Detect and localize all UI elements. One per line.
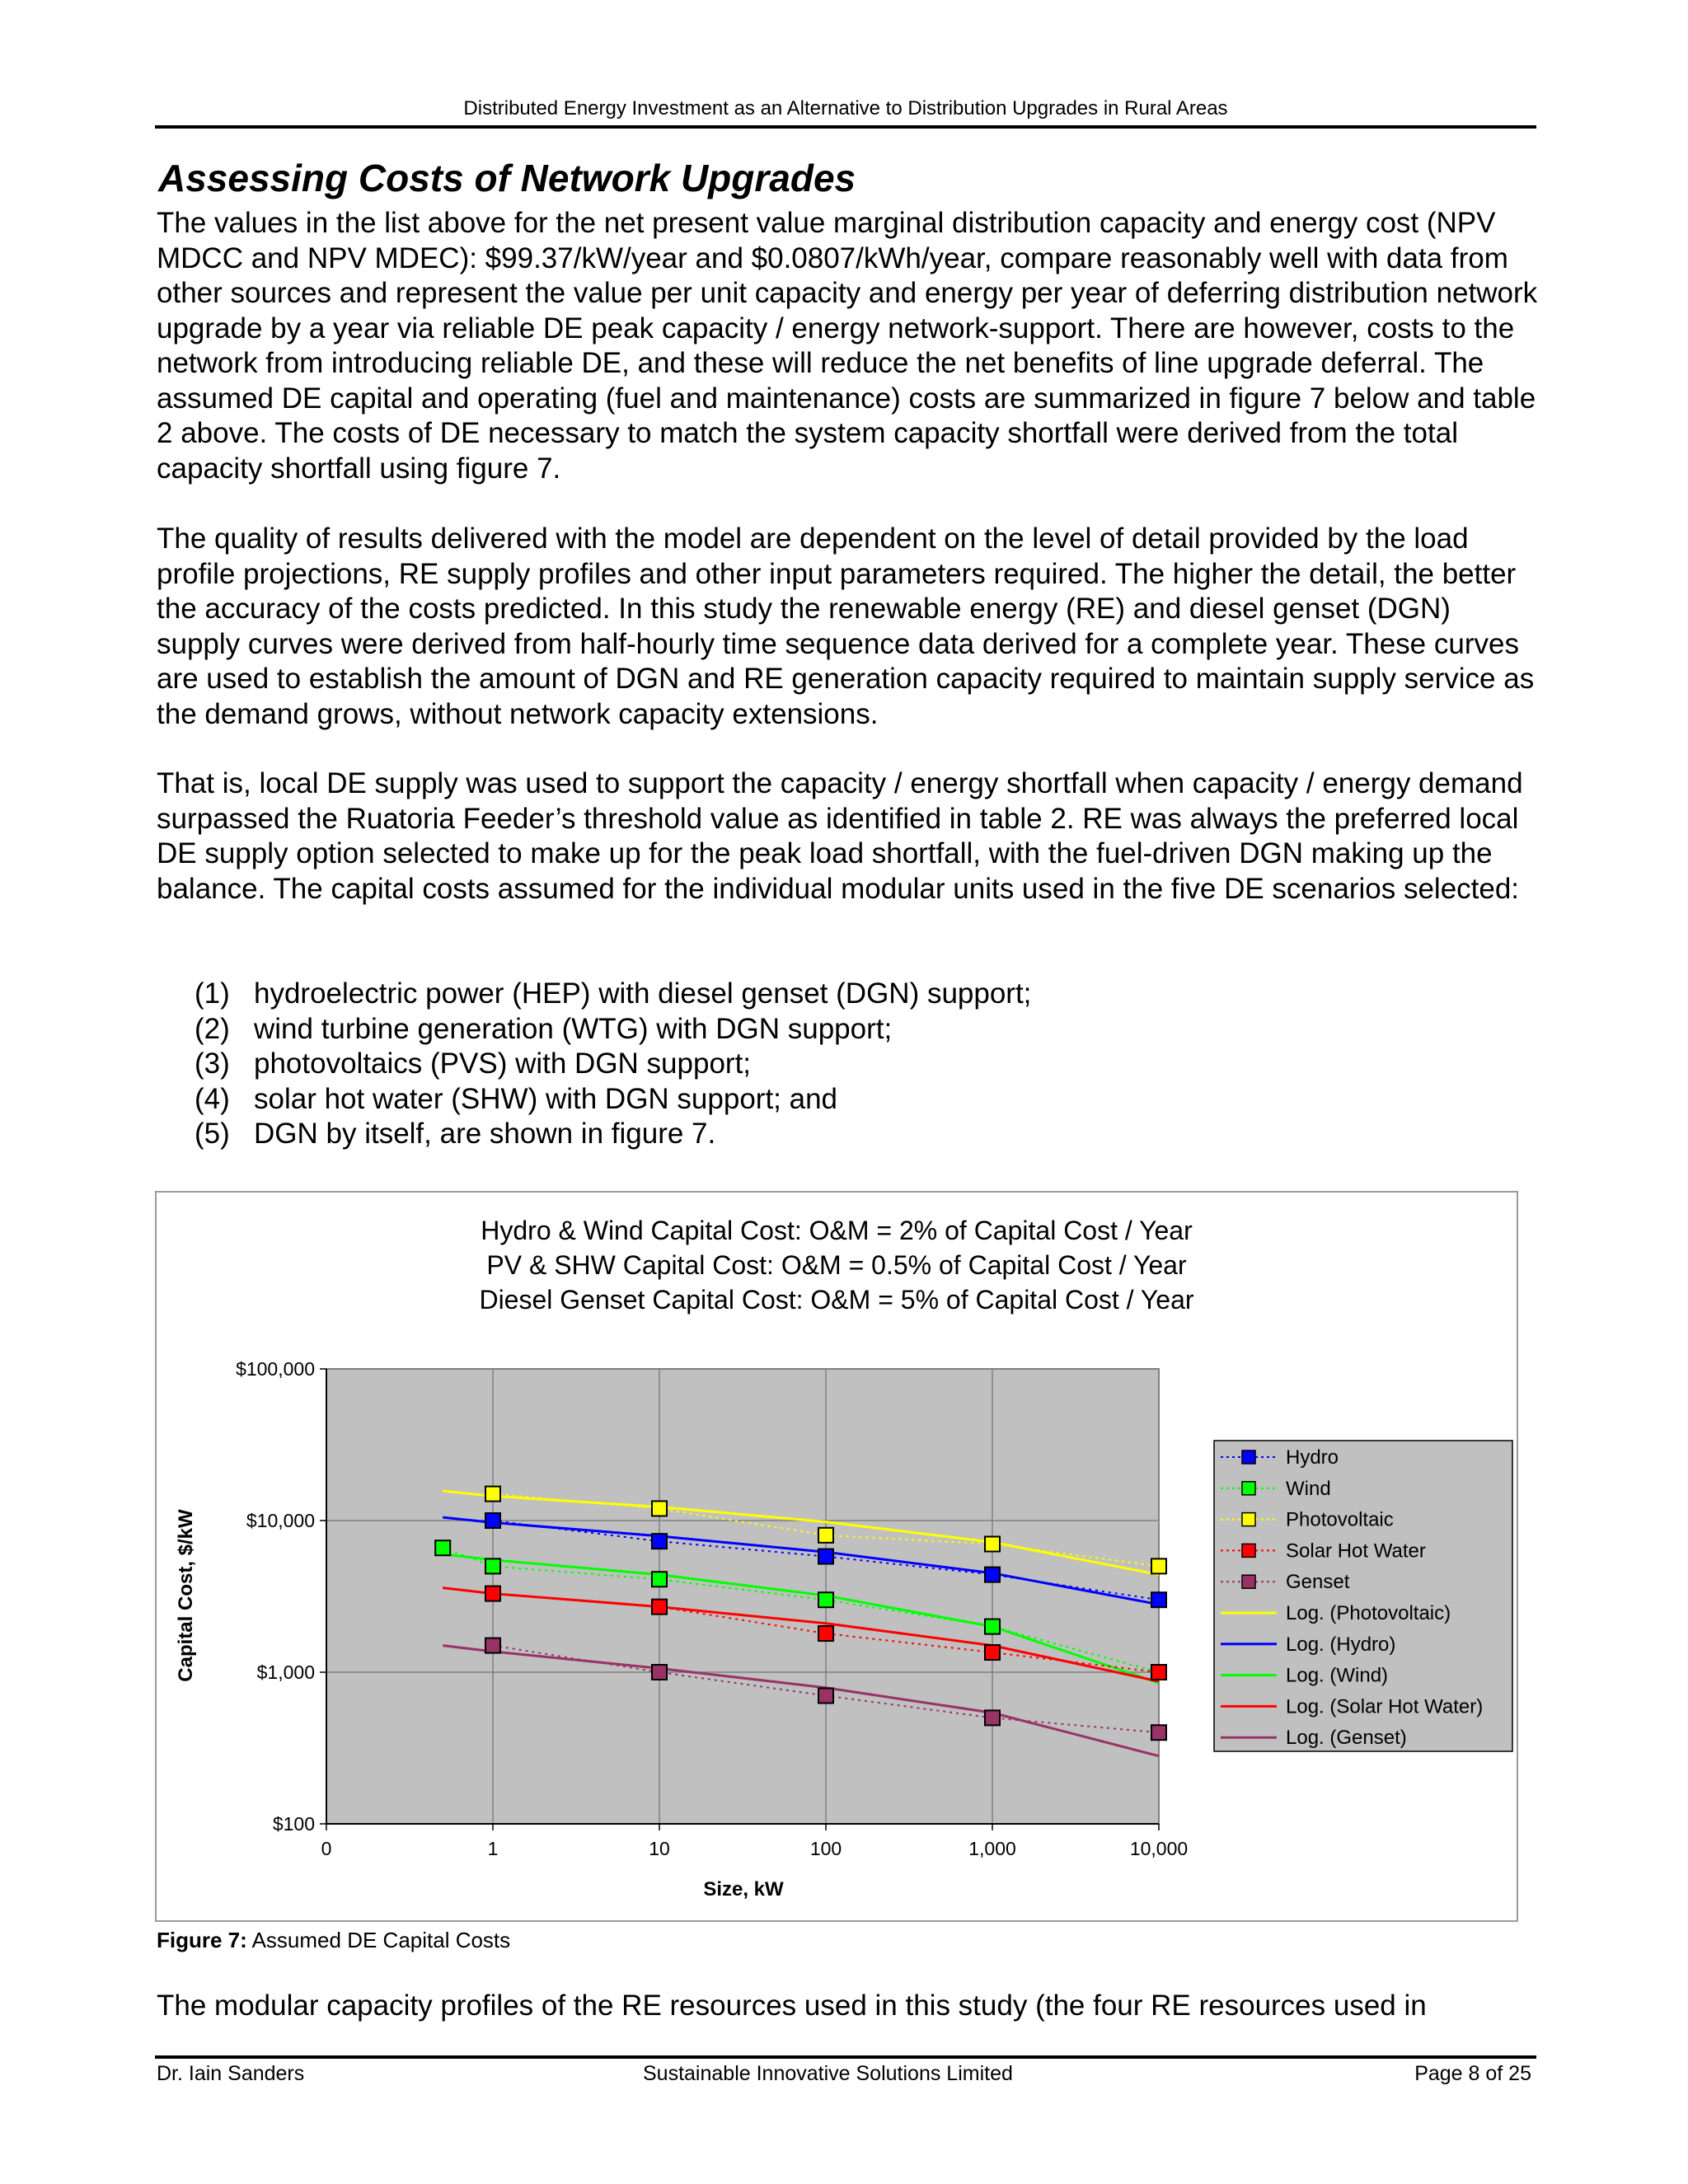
- data-point-wind: [985, 1619, 1000, 1634]
- data-point-photovoltaic: [652, 1501, 667, 1516]
- list-item-text: wind turbine generation (WTG) with DGN support;: [254, 1012, 893, 1045]
- list-item-text: solar hot water (SHW) with DGN support; and: [254, 1082, 838, 1115]
- legend-entry: Wind: [1286, 1477, 1331, 1500]
- data-point-solar-hot-water: [652, 1600, 667, 1615]
- paragraph-4: The modular capacity profiles of the RE resources used in this study (the four RE resources used in: [157, 1990, 1427, 2022]
- x-tick-label: 10: [649, 1838, 670, 1859]
- legend-entry: Genset: [1286, 1571, 1350, 1594]
- data-point-hydro: [1151, 1592, 1166, 1607]
- data-point-hydro: [818, 1549, 833, 1564]
- footer-rule: [155, 2055, 1536, 2059]
- data-point-genset: [818, 1689, 833, 1704]
- list-item-text: photovoltaics (PVS) with DGN support;: [254, 1047, 752, 1080]
- y-tick-label: $10,000: [246, 1510, 315, 1531]
- data-point-photovoltaic: [818, 1528, 833, 1543]
- legend-swatch-marker: [1242, 1451, 1255, 1464]
- list-item-text: DGN by itself, are shown in figure 7.: [254, 1118, 716, 1150]
- data-point-genset: [985, 1710, 1000, 1725]
- section-title: Assessing Costs of Network Upgrades: [158, 157, 856, 199]
- data-point-wind: [652, 1572, 667, 1586]
- list-item-number: (1): [195, 977, 230, 1010]
- footer-author: Dr. Iain Sanders: [157, 2062, 305, 2085]
- legend-entry: Log. (Photovoltaic): [1286, 1602, 1451, 1624]
- caption-text: Assumed DE Capital Costs: [251, 1928, 511, 1952]
- data-point-solar-hot-water: [985, 1645, 1000, 1660]
- legend-entry: Solar Hot Water: [1286, 1540, 1426, 1563]
- list-item-number: (3): [195, 1047, 230, 1080]
- chart-title-line-3: Diesel Genset Capital Cost: O&M = 5% of Capital Cost / Year: [479, 1285, 1194, 1315]
- data-point-genset: [485, 1638, 500, 1653]
- legend-swatch-marker: [1242, 1544, 1255, 1557]
- legend-swatch-marker: [1242, 1575, 1255, 1588]
- paragraph-2: The quality of results delivered with the model are dependent on the level of detail provided by the load profile projections, RE supply profiles and other input parameters required. The higher the detail, the better the accuracy of the costs predicted. In this study the renewable energy (RE) and diesel genset (DGN) supply curves were derived from half-hourly time sequence data derived for a complete year. These curves are used to establish the amount of DGN and RE generation capacity required to maintain supply service as the demand grows, without network capacity extensions.: [157, 523, 1535, 730]
- data-point-wind: [485, 1558, 500, 1573]
- legend-entry: Hydro: [1286, 1446, 1339, 1469]
- legend-swatch-marker: [1242, 1482, 1255, 1495]
- data-point-hydro: [985, 1568, 1000, 1582]
- data-point-photovoltaic: [1151, 1558, 1166, 1573]
- chart-title-line-2: PV & SHW Capital Cost: O&M = 0.5% of Capital Cost / Year: [486, 1250, 1187, 1280]
- data-point-solar-hot-water: [485, 1586, 500, 1601]
- data-point-wind: [435, 1540, 450, 1555]
- data-point-solar-hot-water: [1151, 1665, 1166, 1680]
- legend-entry: Log. (Genset): [1286, 1727, 1407, 1750]
- x-tick-label: 0: [321, 1838, 332, 1859]
- y-tick-label: $100,000: [236, 1358, 315, 1380]
- plot-area: [326, 1369, 1159, 1824]
- x-tick-label: 100: [809, 1838, 842, 1859]
- legend-entry: Log. (Solar Hot Water): [1286, 1695, 1484, 1718]
- data-point-photovoltaic: [985, 1537, 1000, 1552]
- legend-entry: Log. (Hydro): [1286, 1633, 1396, 1656]
- legend-entry: Photovoltaic: [1286, 1508, 1394, 1531]
- x-axis-label: Size, kW: [703, 1878, 784, 1900]
- data-point-hydro: [652, 1534, 667, 1549]
- data-point-genset: [652, 1665, 667, 1680]
- legend-swatch-marker: [1242, 1513, 1255, 1526]
- data-point-solar-hot-water: [818, 1626, 833, 1641]
- list-item-number: (4): [195, 1082, 230, 1115]
- list-item-text: hydroelectric power (HEP) with diesel genset (DGN) support;: [254, 977, 1032, 1010]
- paragraph-3: That is, local DE supply was used to support the capacity / energy shortfall when capacity / energy demand surpassed the Ruatoria Feeder’s threshold value as identified in table 2. RE was always the preferred local DE supply option selected to make up for the peak load shortfall, with the fuel-driven DGN making up the balance. The capital costs assumed for the individual modular units used in the five DE scenarios selected:: [157, 767, 1523, 905]
- x-tick-label: 1,000: [968, 1838, 1016, 1859]
- x-tick-label: 10,000: [1129, 1838, 1189, 1859]
- running-header: Distributed Energy Investment as an Alternative to Distribution Upgrades in Rural Areas: [463, 97, 1228, 120]
- paragraph-1: The values in the list above for the net present value marginal distribution capacity and energy cost (NPV MDCC and NPV MDEC): $99.37/kW/year and $0.0807/kWh/year, compare reasonably well with data from other sources and represent the value per unit capacity and energy per year of deferring distribution network upgrade by a year via reliable DE peak capacity / energy network-support. There are however, costs to the network from introducing reliable DE, and these will reduce the net benefits of line upgrade deferral. The assumed DE capital and operating (fuel and maintenance) costs are summarized in figure 7 below and table 2 above. The costs of DE necessary to match the system capacity shortfall were derived from the total capacity shortfall using figure 7.: [157, 207, 1538, 485]
- legend-entry: Log. (Wind): [1286, 1664, 1389, 1687]
- caption-label: Figure 7:: [157, 1928, 247, 1952]
- figure-caption: [157, 1927, 510, 1953]
- list-item-number: (2): [195, 1012, 230, 1045]
- y-tick-label: $1,000: [256, 1661, 315, 1683]
- y-tick-label: $100: [272, 1813, 315, 1835]
- footer-company: Sustainable Innovative Solutions Limited: [643, 2062, 1013, 2085]
- y-axis-label: Capital Cost, $/kW: [175, 1509, 197, 1682]
- data-point-hydro: [485, 1513, 500, 1528]
- x-tick-label: 1: [487, 1838, 499, 1859]
- data-point-genset: [1151, 1725, 1166, 1740]
- data-point-wind: [818, 1592, 833, 1607]
- data-point-photovoltaic: [485, 1487, 500, 1502]
- chart-title-line-1: Hydro & Wind Capital Cost: O&M = 2% of Capital Cost / Year: [481, 1216, 1193, 1245]
- footer-page-number: Page 8 of 25: [1414, 2062, 1531, 2085]
- list-item-number: (5): [195, 1118, 230, 1150]
